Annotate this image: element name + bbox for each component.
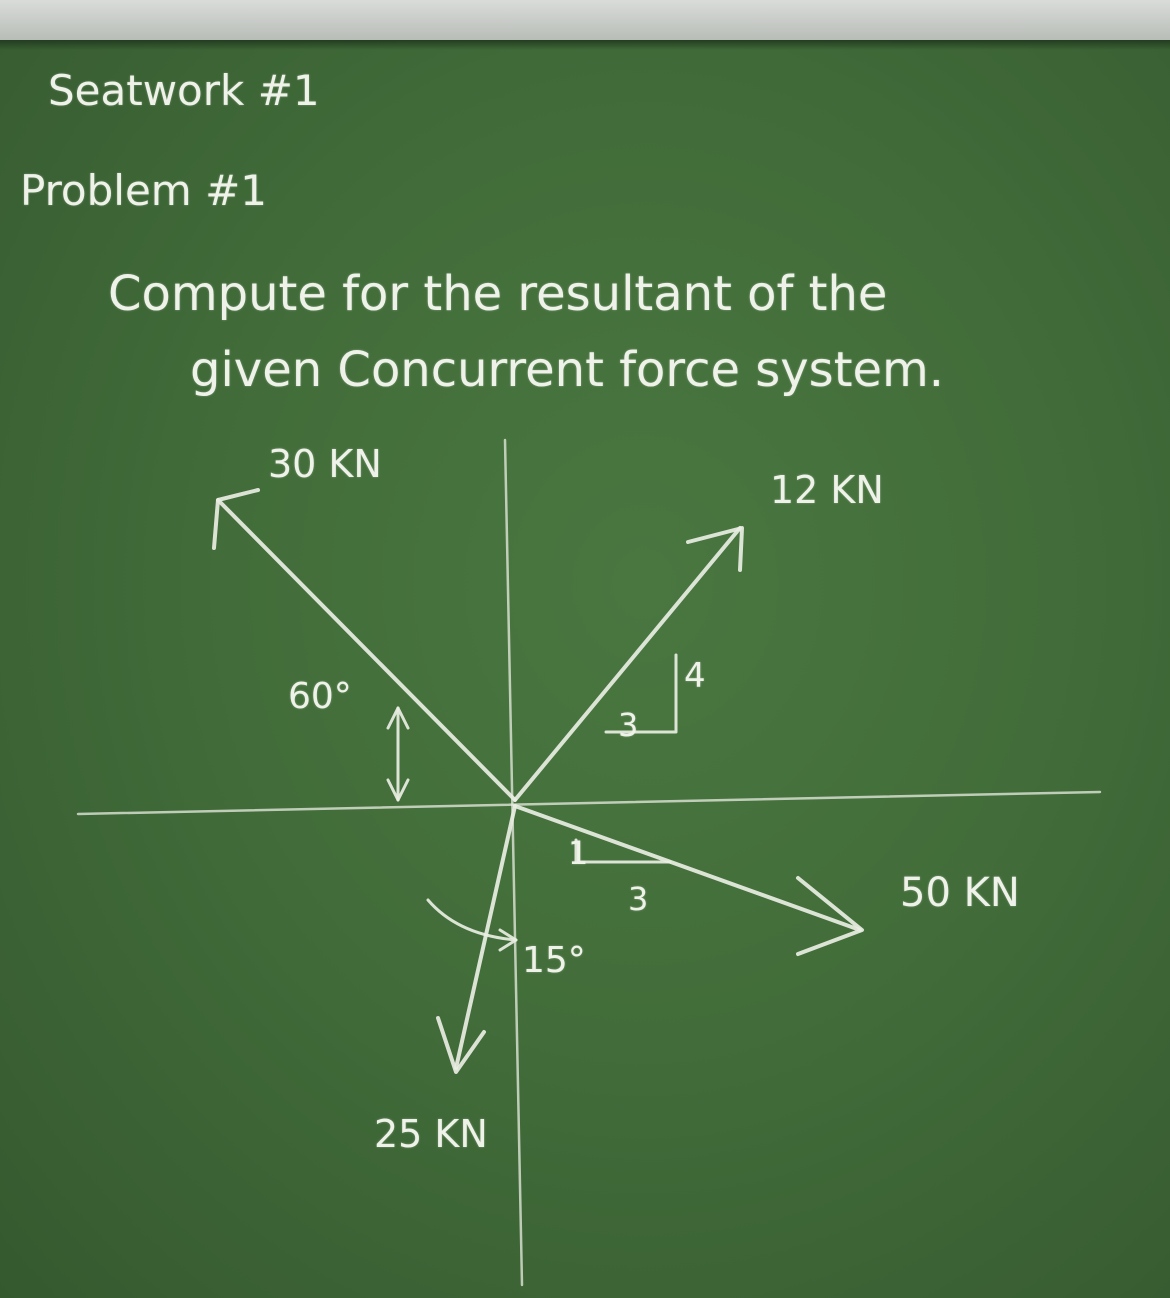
slope-rise-1: 1 [568,834,589,872]
force-25kn-line [456,806,515,1068]
slope-run-3b: 3 [628,880,649,918]
problem-label: Problem #1 [20,166,267,215]
slope-rise-4: 4 [684,656,706,696]
label-50kn: 50 KN [900,870,1020,916]
slope-triangle-12kn [606,655,676,732]
prompt-line-2: given Concurrent force system. [190,342,945,398]
angle-15-arc [428,900,516,940]
force-50kn-line [515,806,860,930]
label-12kn: 12 KN [770,468,884,512]
angle-60-label: 60° [288,676,352,717]
force-12kn-line [515,528,740,800]
seatwork-heading: Seatwork #1 [48,66,320,115]
slope-run-3: 3 [618,706,639,744]
prompt-line-1: Compute for the resultant of the [108,266,888,322]
force-50kn-arrowhead [798,878,862,954]
angle-15-label: 15° [522,940,586,981]
force-30kn-line [218,500,515,800]
label-25kn: 25 KN [374,1112,488,1156]
y-axis [505,440,522,1285]
label-30kn: 30 KN [268,442,382,486]
x-axis [78,792,1100,814]
